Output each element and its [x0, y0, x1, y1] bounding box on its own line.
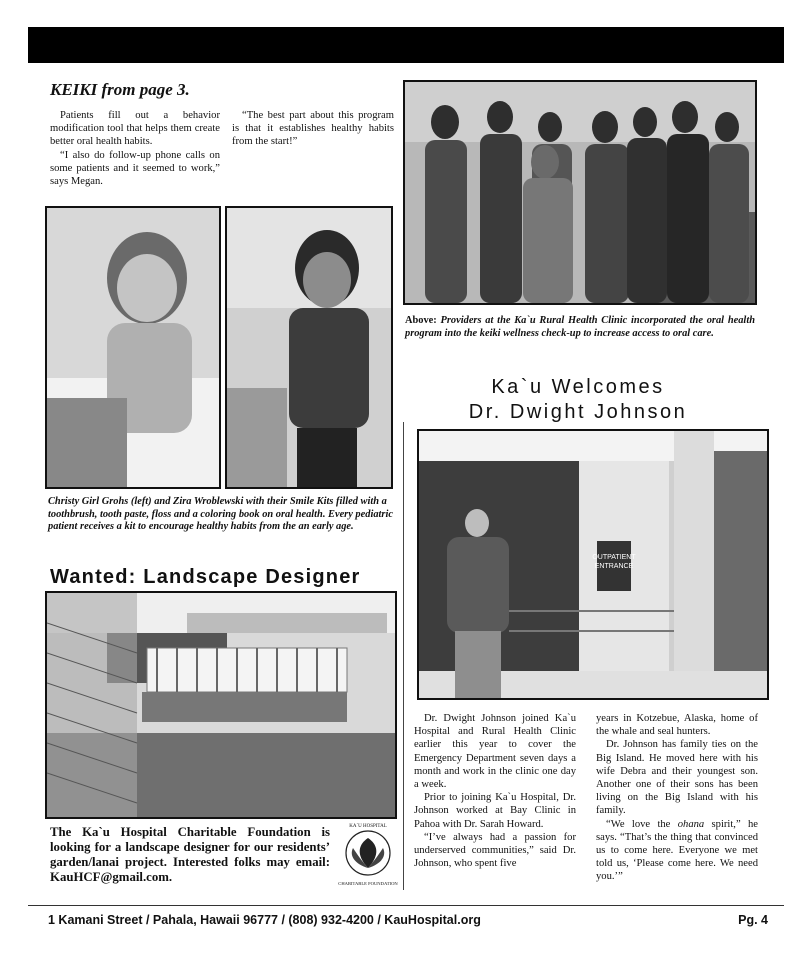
keiki-heading: KEIKI from page 3.	[50, 80, 190, 99]
welcome-heading-line-2: Dr. Dwight Johnson	[468, 401, 688, 423]
keiki-column-1	[50, 109, 220, 188]
dr-johnson-photo	[417, 429, 769, 700]
welcome-column-1	[414, 712, 576, 870]
sign-text: ENTRANCE	[594, 563, 634, 570]
kid-photo-zira-art	[227, 208, 391, 487]
paragraph	[596, 818, 758, 884]
kids-caption: Christy Girl Grohs (left) and Zira Wroblewski with their Smile Kits filled with a toothbrush, tooth paste, floss and a coloring book on oral health. Every pediatric patient receives a kit to encourage healthy habits from the an early age.	[48, 496, 393, 533]
providers-photo-art	[405, 82, 755, 303]
lanai-photo	[45, 591, 397, 819]
welcome-column-2	[596, 712, 758, 884]
column-divider	[403, 422, 404, 890]
providers-group-photo	[403, 80, 757, 305]
quote-start: “We love the	[606, 818, 678, 830]
kid-photo-christy-art	[47, 208, 219, 487]
welcome-heading	[410, 375, 746, 425]
kid-photo-christy	[45, 206, 221, 489]
paragraph: “I also do follow-up phone calls on some patients and it seemed to work,” says Megan.	[50, 149, 220, 188]
quote-end: spirit,” he says. “That’s the thing that convinced us to come here. Everyone we met told us, ‘Please come here. We need you.’”	[596, 818, 758, 883]
logo-top-text: KA`U HOSPITAL	[349, 824, 387, 829]
kid-photo-zira	[225, 206, 393, 489]
paragraph: “I’ve always had a passion for underserved communities,” said Dr. Johnson, who spent five	[414, 831, 576, 870]
lanai-photo-art	[47, 593, 395, 817]
paragraph: Dr. Johnson has family ties on the Big Island. He moved here with his wife Debra and their youngest son. Another one of their sons has been living on the Big Island with his family.	[596, 739, 758, 817]
landscape-body: The Ka`u Hospital Charitable Foundation is looking for a landscape designer for our residents’ garden/lanai project. Interested folks may email: KauHCF@gmail.com.	[50, 825, 330, 884]
header-bar	[28, 27, 784, 63]
paragraph: Prior to joining Ka`u Hospital, Dr. Johnson worked at Bay Clinic in Pahoa with Dr. Sarah Howard.	[414, 792, 576, 830]
caption-lead: Above:	[405, 315, 437, 326]
footer-rule	[28, 905, 784, 906]
foundation-logo	[337, 824, 399, 890]
paragraph: Patients fill out a behavior modification tool that helps them create better oral health habits.	[50, 110, 220, 148]
paragraph: Dr. Dwight Johnson joined Ka`u Hospital and Rural Health Clinic earlier this year to cover the Emergency Department seven days a month and work in the clinic one day a week.	[414, 713, 576, 791]
landscape-heading: Wanted: Landscape Designer	[50, 566, 361, 588]
lotus-leaf-icon	[341, 830, 395, 876]
sign-text: OUTPATIENT	[592, 554, 636, 561]
paragraph: “The best part about this program is that it establishes healthy habits from the start!”	[232, 110, 394, 148]
providers-caption	[405, 315, 755, 340]
welcome-heading-line-1: Ka`u Welcomes	[491, 376, 665, 398]
paragraph: years in Kotzebue, Alaska, home of the whale and seal hunters.	[596, 713, 758, 738]
caption-text: Providers at the Ka`u Rural Health Clinic incorporated the oral health program into the keiki wellness check-up to increase access to oral care.	[405, 315, 755, 339]
quote-emphasis: ohana	[677, 818, 705, 830]
footer-address: 1 Kamani Street / Pahala, Hawaii 96777 / (808) 932-4200 / KauHospital.org	[48, 913, 481, 927]
footer	[48, 913, 768, 927]
page-number: Pg. 4	[738, 913, 768, 927]
dr-johnson-photo-art	[419, 431, 767, 698]
logo-bottom-text: CHARITABLE FOUNDATION	[338, 881, 398, 886]
keiki-column-2	[232, 109, 394, 149]
